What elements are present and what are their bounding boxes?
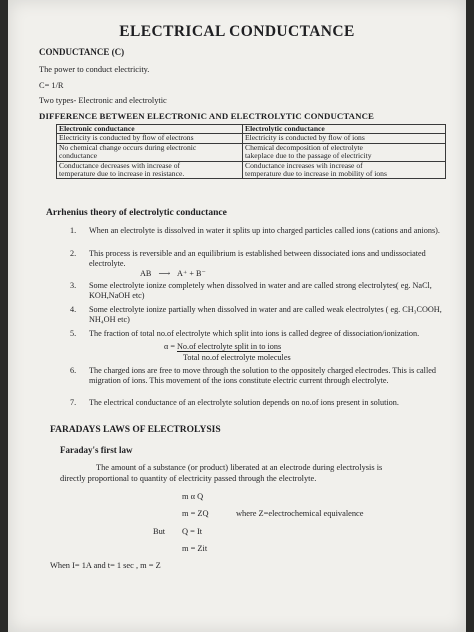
page-title: ELECTRICAL CONDUCTANCE	[119, 23, 355, 40]
table-row	[57, 143, 446, 161]
alpha-numerator: No.of electrolyte split in to ions	[177, 342, 282, 351]
conductance-definition: The power to conduct electricity.	[39, 65, 150, 74]
list-item-text: The charged ions are free to move through the solution to the oppositely charged electrodes. This is called migration of ions. This movement of the ions constitute electric current through electrolyte.	[89, 366, 436, 385]
equation-m-zq: m = ZQ	[182, 509, 209, 518]
dissociation-products: A⁺ + B⁻	[177, 269, 206, 278]
table-header-cell: Electrolytic conductance	[243, 125, 446, 134]
table-cell: temperature due to increase in mobility of ions	[245, 169, 387, 179]
alpha-denominator: Total no.of electrolyte molecules	[183, 353, 291, 362]
list-item-number: 1.	[70, 226, 77, 235]
document-page	[8, 0, 466, 632]
list-item-text: Some electrolyte ionize completely when dissolved in water and are called strong electrolytes( eg. NaCl, KOH,NaOH etc)	[89, 281, 432, 300]
table-cell: Electricity is conducted by flow of ions	[243, 134, 446, 143]
table-cell: Chemical decomposition of electrolyte	[245, 142, 363, 152]
conductance-types: Two types- Electronic and electrolytic	[39, 96, 167, 105]
final-statement: When I= 1A and t= 1 sec , m = Z	[50, 561, 161, 570]
list-item-number: 3.	[70, 281, 77, 290]
list-item-text: This process is reversible and an equilibrium is established between dissociated ions and undissociated electrolyte.	[89, 249, 426, 268]
list-item-text: The electrical conductance of an electrolyte solution depends on no.of ions present in solution.	[89, 398, 399, 407]
table-cell: temperature due to increase in resistance.	[59, 169, 185, 179]
list-item-number: 5.	[70, 329, 77, 338]
table-cell: Conductance decreases with increase of	[59, 160, 181, 170]
equation-q-it: Q = It	[182, 527, 203, 536]
comparison-table	[56, 124, 446, 179]
but-label: But	[153, 527, 166, 536]
list-item-number: 2.	[70, 249, 77, 258]
table-row	[57, 161, 446, 179]
list-item-number: 7.	[70, 398, 77, 407]
dissociation-equation	[140, 268, 206, 278]
equation-z-note: where Z=electrochemical equivalence	[236, 509, 364, 518]
table-row	[57, 134, 446, 143]
conductance-heading: CONDUCTANCE (C)	[39, 47, 125, 57]
table-header-cell: Electronic conductance	[57, 125, 243, 134]
conductance-formula: C= 1/R	[39, 81, 64, 90]
list-item-number: 6.	[70, 366, 77, 375]
table-cell: takeplace due to the passage of electricity	[245, 151, 372, 161]
difference-heading: DIFFERENCE BETWEEN ELECTRONIC AND ELECTROLYTIC CONDUCTANCE	[39, 111, 375, 121]
arrhenius-heading: Arrhenius theory of electrolytic conductance	[46, 208, 227, 218]
first-law-text-line-2: directly proportional to quantity of electricity passed through the electrolyte.	[60, 474, 317, 483]
table-cell: Electricity is conducted by flow of electrons	[57, 134, 243, 143]
table-cell: No chemical change occurs during electronic	[59, 142, 197, 152]
list-item-number: 4.	[70, 305, 77, 314]
first-law-heading: Faraday's first law	[60, 445, 133, 455]
table-cell: Conductance increases wih increase of	[245, 160, 363, 170]
table-cell: conductance	[59, 151, 97, 161]
equilibrium-arrow-icon: ⟶	[158, 269, 171, 278]
faraday-heading: FARADAYS LAWS OF ELECTROLYSIS	[50, 425, 221, 435]
equation-m-alpha-q: m α Q	[182, 492, 204, 501]
equation-m-zit: m = Zit	[182, 544, 208, 553]
list-item-text: Some electrolyte ionize partially when dissolved in water and are called weak electrolytes ( eg. CH₃COOH, NH₄OH etc)	[89, 305, 442, 324]
alpha-lhs: α =	[164, 342, 178, 351]
dissociation-reactant: AB	[140, 269, 152, 278]
list-item-text: The fraction of total no.of electrolyte which split into ions is called degree of dissociation/ionization.	[89, 329, 420, 338]
alpha-formula	[164, 342, 281, 352]
list-item-text: When an electrolyte is dissolved in water it splits up into charged particles called ions (cations and anions).	[89, 226, 440, 235]
first-law-text-line-1: The amount of a substance (or product) liberated at an electrode during electrolysis is	[96, 463, 383, 472]
